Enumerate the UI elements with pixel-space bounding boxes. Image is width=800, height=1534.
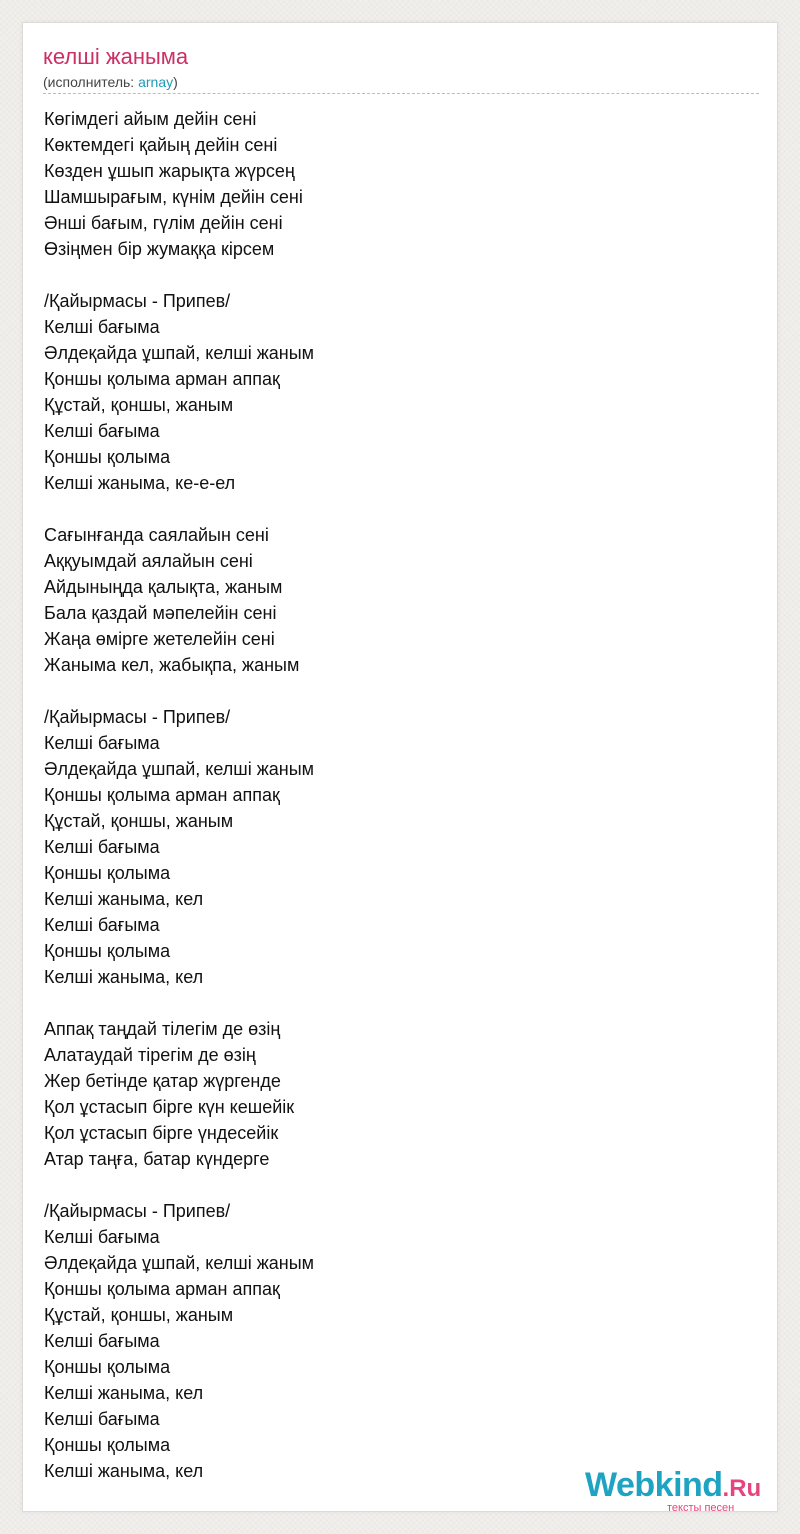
logo-tld: .Ru: [722, 1475, 762, 1502]
artist-suffix: ): [173, 74, 178, 90]
lyric-line: Келші жаныма, кел: [44, 889, 204, 909]
lyric-line: Қоншы қолыма: [44, 941, 171, 961]
stanza-gap: [44, 496, 744, 522]
lyric-line: Қоншы қолыма: [44, 1357, 171, 1377]
logo-tagline: тексты песен: [667, 1502, 735, 1514]
lyric-line: /Қайырмасы - Припев/: [44, 1201, 231, 1221]
title-divider: [43, 93, 759, 94]
lyric-line: Атар таңға, батар күндерге: [44, 1149, 270, 1169]
lyric-line: Құстай, қоншы, жаным: [44, 1305, 234, 1325]
lyric-line: Келші жаныма, ке-е-ел: [44, 473, 236, 493]
lyric-line: Жаңа өмірге жетелейін сені: [44, 629, 275, 649]
lyric-line: Келші бағыма: [44, 837, 160, 857]
lyric-line: Қоншы қолыма арман аппақ: [44, 369, 280, 389]
lyric-line: Аққуымдай аялайын сені: [44, 551, 253, 571]
lyric-line: Келші бағыма: [44, 421, 160, 441]
lyric-line: Қол ұстасып бірге күн кешейік: [44, 1097, 295, 1117]
lyric-line: Әлдеқайда ұшпай, келші жаным: [44, 1253, 315, 1273]
artist-prefix: (исполнитель:: [43, 74, 139, 90]
lyric-line: Шамшырағым, күнім дейін сені: [44, 187, 303, 207]
lyric-line: Келші бағыма: [44, 733, 160, 753]
lyric-line: Келші жаныма, кел: [44, 967, 204, 987]
lyric-line: Құстай, қоншы, жаным: [44, 395, 234, 415]
lyric-line: Келші бағыма: [44, 1227, 160, 1247]
lyric-line: Келші бағыма: [44, 915, 160, 935]
lyric-line: Қоншы қолыма арман аппақ: [44, 785, 280, 805]
song-title: келші жаныма: [43, 44, 189, 69]
lyric-line: Жер бетінде қатар жүргенде: [44, 1071, 281, 1091]
lyric-line: Қоншы қолыма арман аппақ: [44, 1279, 280, 1299]
stanza-gap: [44, 262, 744, 288]
lyric-line: Алатаудай тірегім де өзің: [44, 1045, 256, 1065]
lyric-line: Жаныма кел, жабықпа, жаным: [44, 655, 300, 675]
lyrics-card: [22, 22, 778, 1512]
lyric-line: Көктемдегі қайың дейін сені: [44, 135, 278, 155]
lyric-line: Көзден ұшып жарықта жүрсең: [44, 161, 295, 181]
lyric-line: Қоншы қолыма: [44, 863, 171, 883]
lyric-line: Сағынғанда саялайын сені: [44, 525, 269, 545]
lyrics-body: [44, 106, 744, 1484]
lyric-line: Қоншы қолыма: [44, 1435, 171, 1455]
lyric-line: Қоншы қолыма: [44, 447, 171, 467]
lyric-line: Бала қаздай мәпелейін сені: [44, 603, 277, 623]
lyric-line: Өзіңмен бір жумаққа кірсем: [44, 239, 275, 259]
lyric-line: Келші жаныма, кел: [44, 1383, 204, 1403]
lyric-line: Құстай, қоншы, жаным: [44, 811, 234, 831]
lyric-line: Көгімдегі айым дейін сені: [44, 109, 257, 129]
lyric-line: Әлдеқайда ұшпай, келші жаным: [44, 759, 315, 779]
lyric-line: Айдыныңда қалықта, жаным: [44, 577, 283, 597]
stanza-gap: [44, 678, 744, 704]
lyric-line: Аппақ таңдай тілегім де өзің: [44, 1019, 281, 1039]
lyric-line: Келші бағыма: [44, 1331, 160, 1351]
lyric-line: Келші бағыма: [44, 1409, 160, 1429]
lyric-line: Әнші бағым, гүлім дейін сені: [44, 213, 283, 233]
stanza-gap: [44, 1172, 744, 1198]
lyric-line: /Қайырмасы - Припев/: [44, 707, 231, 727]
lyric-line: /Қайырмасы - Припев/: [44, 291, 231, 311]
lyric-line: Әлдеқайда ұшпай, келші жаным: [44, 343, 315, 363]
artist-link[interactable]: arnay: [138, 74, 174, 90]
lyric-line: Қол ұстасып бірге үндесейік: [44, 1123, 279, 1143]
stanza-gap: [44, 990, 744, 1016]
artist-line: [43, 73, 178, 91]
logo-brand: Webkind: [585, 1466, 723, 1504]
lyric-line: Келші бағыма: [44, 317, 160, 337]
webkind-logo[interactable]: [585, 1465, 785, 1515]
lyric-line: Келші жаныма, кел: [44, 1461, 204, 1481]
